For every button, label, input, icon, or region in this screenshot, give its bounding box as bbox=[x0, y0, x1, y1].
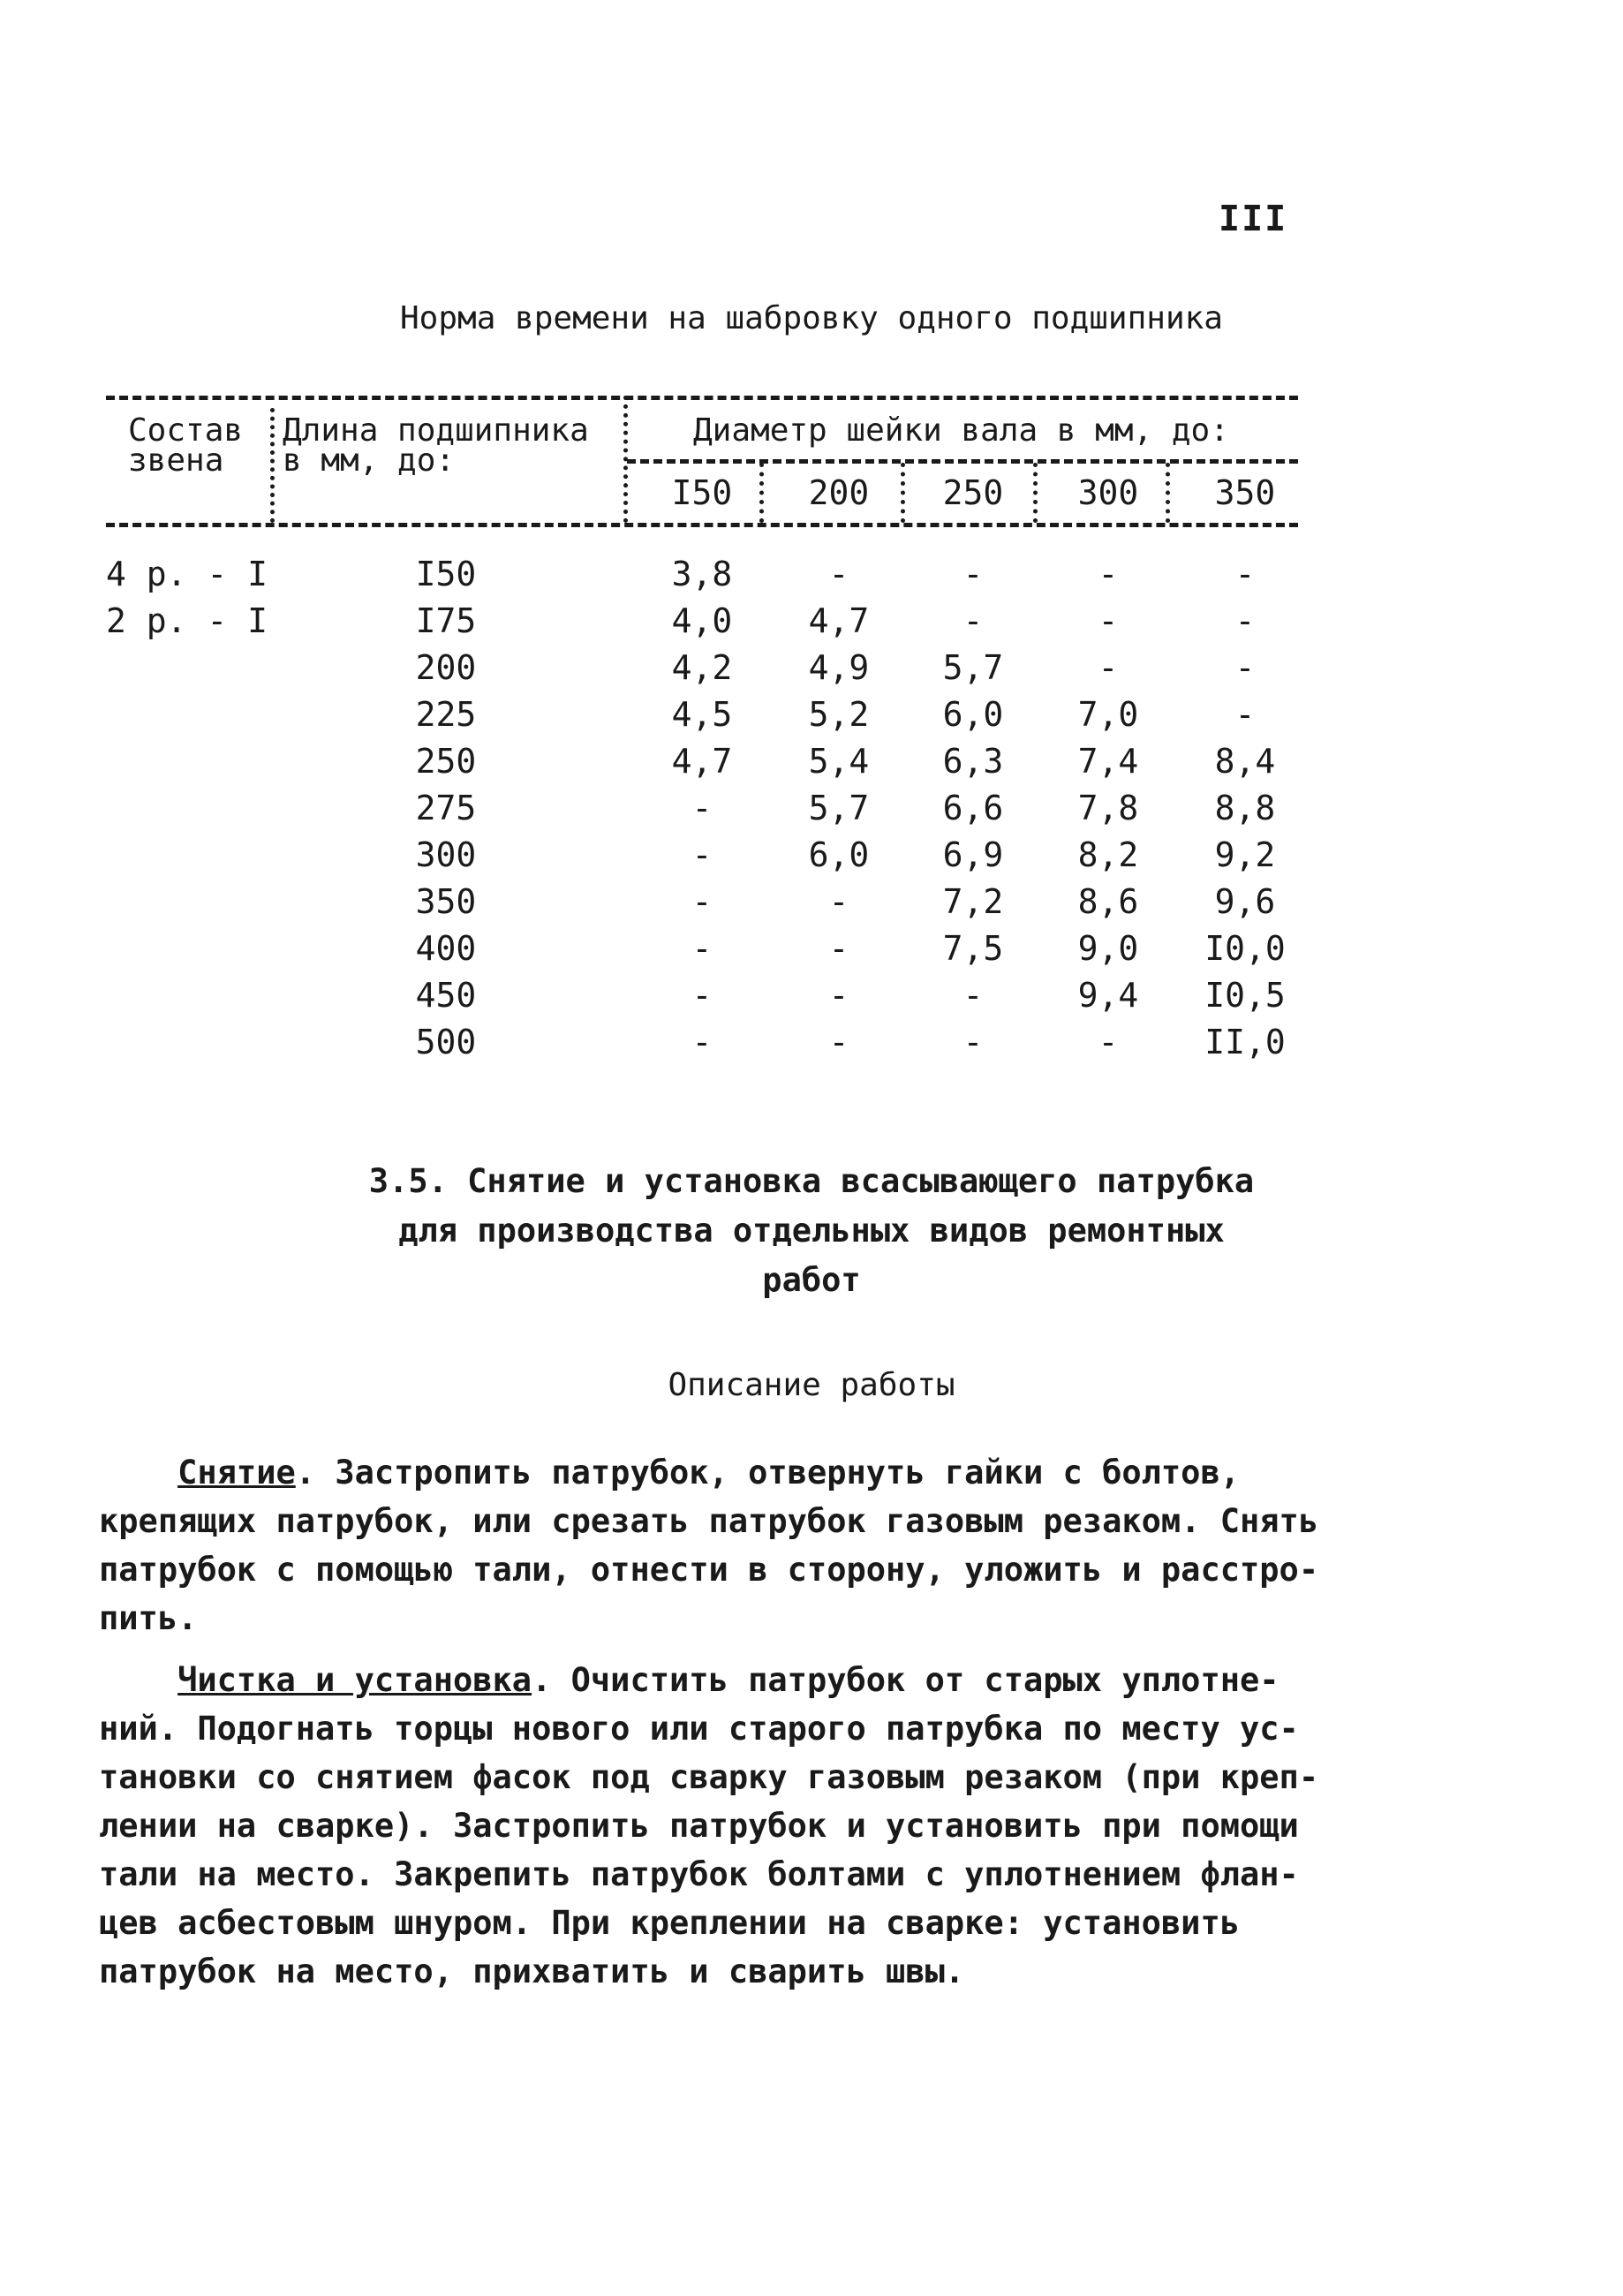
value-cell: - bbox=[962, 601, 984, 640]
value-cell: 6,0 bbox=[942, 695, 1004, 734]
value-cell: 6,0 bbox=[808, 835, 870, 874]
length-cell: 500 bbox=[415, 1023, 477, 1061]
value-cell: - bbox=[1234, 601, 1256, 640]
column-separator bbox=[1166, 463, 1170, 523]
paragraph-text: . Застропить патрубок, отвернуть гайки с болтов, bbox=[295, 1454, 1241, 1492]
value-cell: - bbox=[1098, 648, 1119, 687]
value-cell: - bbox=[962, 1023, 984, 1061]
header-length-line2: в мм, до: bbox=[283, 442, 456, 479]
value-cell: - bbox=[691, 882, 713, 921]
section-heading-line: для производства отдельных видов ремонтных bbox=[398, 1212, 1225, 1250]
paragraph-line: тановки со снятием фасок под сварку газовым резаком (при креп- bbox=[99, 1758, 1319, 1796]
column-separator bbox=[759, 463, 764, 523]
header-diameter: 200 bbox=[808, 473, 870, 512]
value-cell: 8,8 bbox=[1214, 789, 1276, 827]
value-cell: 5,7 bbox=[808, 789, 870, 827]
value-cell: 4,5 bbox=[671, 695, 733, 734]
paragraph-line: тали на место. Закрепить патрубок болтами с уплотнением флан- bbox=[99, 1855, 1299, 1893]
column-separator bbox=[901, 463, 905, 523]
length-cell: I75 bbox=[415, 601, 477, 640]
paragraph-line: лении на сварке). Застропить патрубок и установить при помощи bbox=[99, 1807, 1299, 1845]
value-cell: 7,5 bbox=[942, 929, 1004, 968]
value-cell: 8,6 bbox=[1077, 882, 1139, 921]
length-cell: 400 bbox=[415, 929, 477, 968]
value-cell: - bbox=[1234, 555, 1256, 593]
value-cell: 6,3 bbox=[942, 742, 1004, 781]
value-cell: - bbox=[828, 1023, 849, 1061]
value-cell: 9,4 bbox=[1077, 976, 1139, 1015]
value-cell: 4,0 bbox=[671, 601, 733, 640]
section-heading-line: 3.5. Снятие и установка всасывающего патрубка bbox=[368, 1162, 1255, 1200]
crew-item: 4 р. - I bbox=[106, 555, 268, 593]
header-length-line1: Длина подшипника bbox=[283, 412, 589, 449]
value-cell: 4,7 bbox=[671, 742, 733, 781]
paragraph-line: ний. Подогнать торцы нового или старого патрубка по месту ус- bbox=[99, 1710, 1299, 1748]
paragraph-line: пить. bbox=[99, 1599, 198, 1637]
value-cell: 7,0 bbox=[1077, 695, 1139, 734]
value-cell: - bbox=[1098, 1023, 1119, 1061]
diameter-header-rule bbox=[627, 459, 1298, 464]
value-cell: 6,6 bbox=[942, 789, 1004, 827]
value-cell: 6,9 bbox=[942, 835, 1004, 874]
value-cell: 3,8 bbox=[671, 555, 733, 593]
value-cell: - bbox=[828, 976, 849, 1015]
value-cell: 9,0 bbox=[1077, 929, 1139, 968]
length-cell: 350 bbox=[415, 882, 477, 921]
work-description-heading: Описание работы bbox=[668, 1367, 955, 1403]
length-cell: 300 bbox=[415, 835, 477, 874]
value-cell: - bbox=[1098, 555, 1119, 593]
paragraph-text: . Очистить патрубок от старых уплотне- bbox=[532, 1661, 1280, 1699]
header-diameter: 300 bbox=[1077, 473, 1139, 512]
value-cell: I0,0 bbox=[1204, 929, 1286, 968]
value-cell: - bbox=[962, 976, 984, 1015]
removal-term: Снятие bbox=[177, 1454, 296, 1492]
header-diameter-title: Диаметр шейки вала в мм, до: bbox=[693, 412, 1229, 449]
header-diameter: I50 bbox=[671, 473, 733, 512]
paragraph-line bbox=[99, 1448, 1309, 1497]
value-cell: 5,7 bbox=[942, 648, 1004, 687]
paragraph-line bbox=[99, 1656, 1309, 1704]
header-crew-line2: звена bbox=[128, 442, 224, 479]
paragraph-line: патрубок на место, прихватить и сварить швы. bbox=[99, 1952, 965, 1990]
column-separator bbox=[270, 408, 275, 523]
column-separator bbox=[623, 396, 628, 523]
page-number: III bbox=[1219, 199, 1288, 239]
cleaning-installation-paragraph bbox=[99, 1656, 1319, 1996]
header-diameter: 250 bbox=[942, 473, 1004, 512]
value-cell: II,0 bbox=[1204, 1023, 1286, 1061]
section-heading-line: работ bbox=[762, 1261, 861, 1299]
length-cell: 200 bbox=[415, 648, 477, 687]
crew-item: 2 р. - I bbox=[106, 601, 268, 640]
value-cell: - bbox=[828, 555, 849, 593]
value-cell: 5,2 bbox=[808, 695, 870, 734]
length-cell: 450 bbox=[415, 976, 477, 1015]
cleaning-installation-term: Чистка и установка bbox=[177, 1661, 532, 1699]
table-title: Норма времени на шабровку одного подшипника bbox=[400, 300, 1223, 336]
value-cell: 7,2 bbox=[942, 882, 1004, 921]
value-cell: 7,4 bbox=[1077, 742, 1139, 781]
value-cell: 4,9 bbox=[808, 648, 870, 687]
value-cell: - bbox=[1098, 601, 1119, 640]
value-cell: - bbox=[1234, 695, 1256, 734]
length-cell: 225 bbox=[415, 695, 477, 734]
length-cell: 275 bbox=[415, 789, 477, 827]
value-cell: 4,2 bbox=[671, 648, 733, 687]
value-cell: - bbox=[691, 929, 713, 968]
value-cell: - bbox=[691, 789, 713, 827]
header-diameter: 350 bbox=[1214, 473, 1276, 512]
removal-paragraph bbox=[99, 1448, 1319, 1643]
length-cell: I50 bbox=[415, 555, 477, 593]
value-cell: 9,2 bbox=[1214, 835, 1276, 874]
value-cell: 8,2 bbox=[1077, 835, 1139, 874]
value-cell: 9,6 bbox=[1214, 882, 1276, 921]
header-bottom-rule bbox=[106, 523, 1298, 527]
column-separator bbox=[1033, 463, 1038, 523]
value-cell: 5,4 bbox=[808, 742, 870, 781]
header-crew-line1: Состав bbox=[128, 412, 244, 449]
length-cell: 250 bbox=[415, 742, 477, 781]
value-cell: - bbox=[828, 882, 849, 921]
value-cell: - bbox=[962, 555, 984, 593]
section-heading bbox=[0, 1157, 1623, 1305]
paragraph-line: цев асбестовым шнуром. При креплении на сварке: установить bbox=[99, 1904, 1241, 1942]
value-cell: - bbox=[1234, 648, 1256, 687]
value-cell: - bbox=[691, 976, 713, 1015]
paragraph-line: патрубок с помощью тали, отнести в сторону, уложить и расстро- bbox=[99, 1551, 1319, 1589]
value-cell: I0,5 bbox=[1204, 976, 1286, 1015]
value-cell: - bbox=[828, 929, 849, 968]
table-top-rule bbox=[106, 396, 1298, 400]
value-cell: 8,4 bbox=[1214, 742, 1276, 781]
value-cell: 4,7 bbox=[808, 601, 870, 640]
value-cell: 7,8 bbox=[1077, 789, 1139, 827]
value-cell: - bbox=[691, 1023, 713, 1061]
value-cell: - bbox=[691, 835, 713, 874]
paragraph-line: крепящих патрубок, или срезать патрубок газовым резаком. Снять bbox=[99, 1502, 1319, 1540]
